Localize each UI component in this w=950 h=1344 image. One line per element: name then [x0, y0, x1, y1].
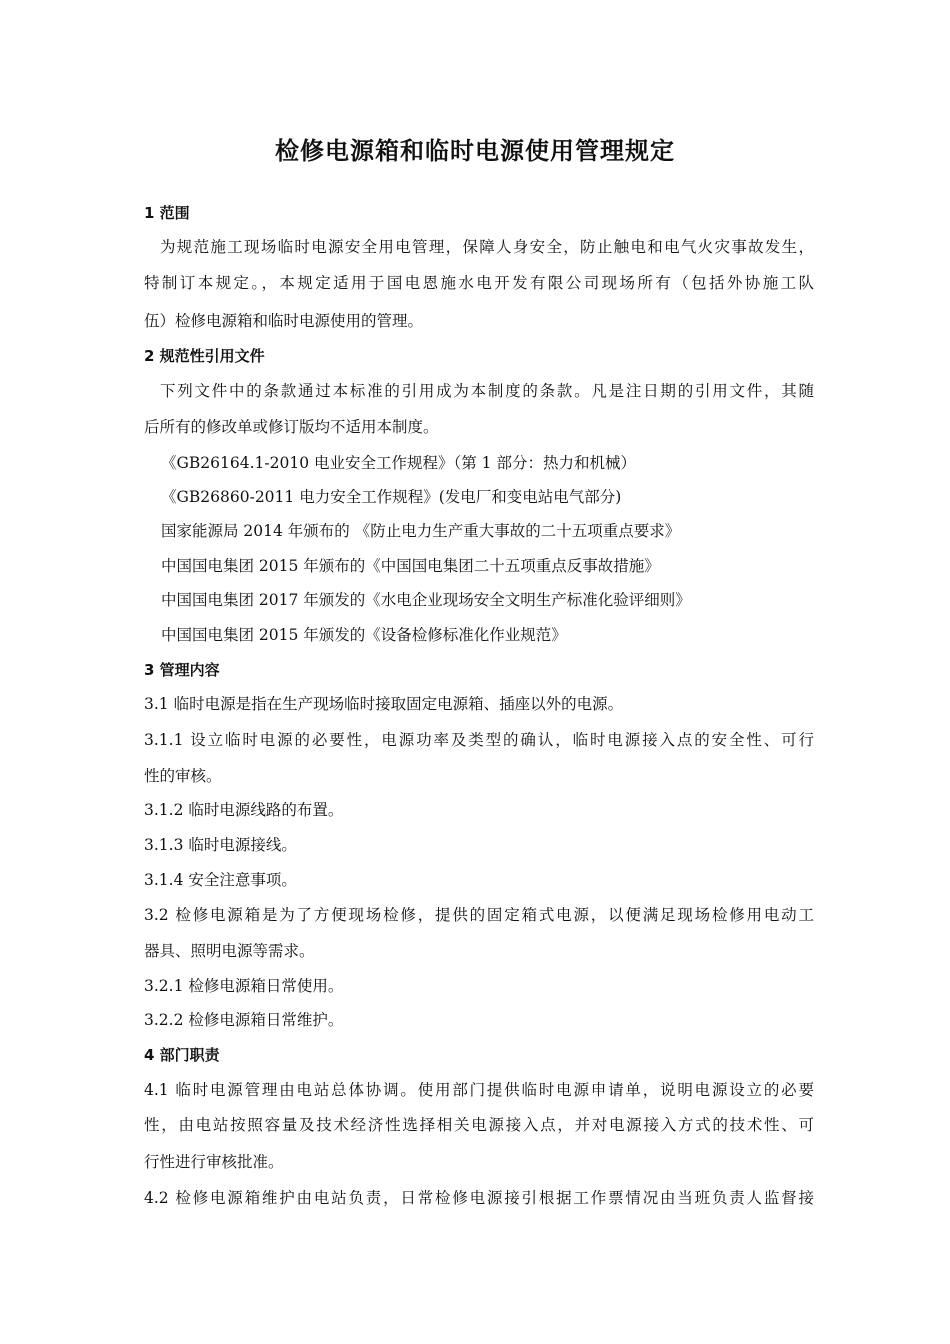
- reference-item: 国家能源局 2014 年颁布的 《防止电力生产重大事故的二十五项重点要求》: [161, 522, 681, 540]
- reference-item: 《GB26164.1-2010 电业安全工作规程》（第 1 部分：热力和机械）: [161, 454, 636, 472]
- paragraph-line: 3.2.2 检修电源箱日常维护。: [144, 1011, 344, 1029]
- reference-item: 中国国电集团 2017 年颁发的《水电企业现场安全文明生产标准化验评细则》: [161, 591, 691, 609]
- paragraph-line: 3.1.3 临时电源接线。: [144, 836, 297, 854]
- paragraph-line: 3.1.4 安全注意事项。: [144, 871, 297, 889]
- paragraph-line: 性，由电站按照容量及技术经济性选择相关电源接入点，并对电源接入方式的技术性、可: [144, 1116, 814, 1134]
- paragraph-line: 下列文件中的条款通过本标准的引用成为本制度的条款。凡是注日期的引用文件，其随: [160, 382, 814, 400]
- paragraph-line: 3.1.2 临时电源线路的布置。: [144, 801, 344, 819]
- paragraph-line: 后所有的修改单或修订版均不适用本制度。: [144, 418, 439, 436]
- paragraph-line: 为规范施工现场临时电源安全用电管理，保障人身安全，防止触电和电气火灾事故发生，: [160, 238, 814, 256]
- paragraph-line: 特制订本规定。，本规定适用于国电恩施水电开发有限公司现场所有（包括外协施工队: [144, 274, 814, 292]
- paragraph-line: 3.2.1 检修电源箱日常使用。: [144, 977, 344, 995]
- reference-item: 《GB26860-2011 电力安全工作规程》(发电厂和变电站电气部分): [161, 488, 622, 506]
- section-heading-responsibilities: 4 部门职责: [144, 1046, 220, 1064]
- paragraph-line: 3.2 检修电源箱是为了方便现场检修，提供的固定箱式电源，以便满足现场检修用电动工: [144, 906, 814, 924]
- document-title: 检修电源箱和临时电源使用管理规定: [275, 137, 675, 165]
- paragraph-line: 器具、照明电源等需求。: [144, 942, 315, 960]
- section-heading-references: 2 规范性引用文件: [144, 347, 265, 365]
- paragraph-line: 4.1 临时电源管理由电站总体协调。使用部门提供临时电源申请单，说明电源设立的必要: [144, 1081, 814, 1099]
- paragraph-line: 3.1.1 设立临时电源的必要性，电源功率及类型的确认，临时电源接入点的安全性、可行: [144, 731, 814, 749]
- paragraph-line: 3.1 临时电源是指在生产现场临时接取固定电源箱、插座以外的电源。: [144, 695, 624, 713]
- paragraph-line: 4.2 检修电源箱维护由电站负责，日常检修电源接引根据工作票情况由当班负责人监督接: [144, 1189, 814, 1207]
- paragraph-line: 性的审核。: [144, 767, 222, 785]
- section-heading-scope: 1 范围: [144, 204, 190, 222]
- section-heading-management: 3 管理内容: [144, 661, 220, 679]
- paragraph-line: 行性进行审核批准。: [144, 1153, 284, 1171]
- paragraph-line: 伍）检修电源箱和临时电源使用的管理。: [144, 312, 424, 330]
- reference-item: 中国国电集团 2015 年颁发的《设备检修标准化作业规范》: [161, 626, 567, 644]
- reference-item: 中国国电集团 2015 年颁布的《中国国电集团二十五项重点反事故措施》: [161, 557, 660, 575]
